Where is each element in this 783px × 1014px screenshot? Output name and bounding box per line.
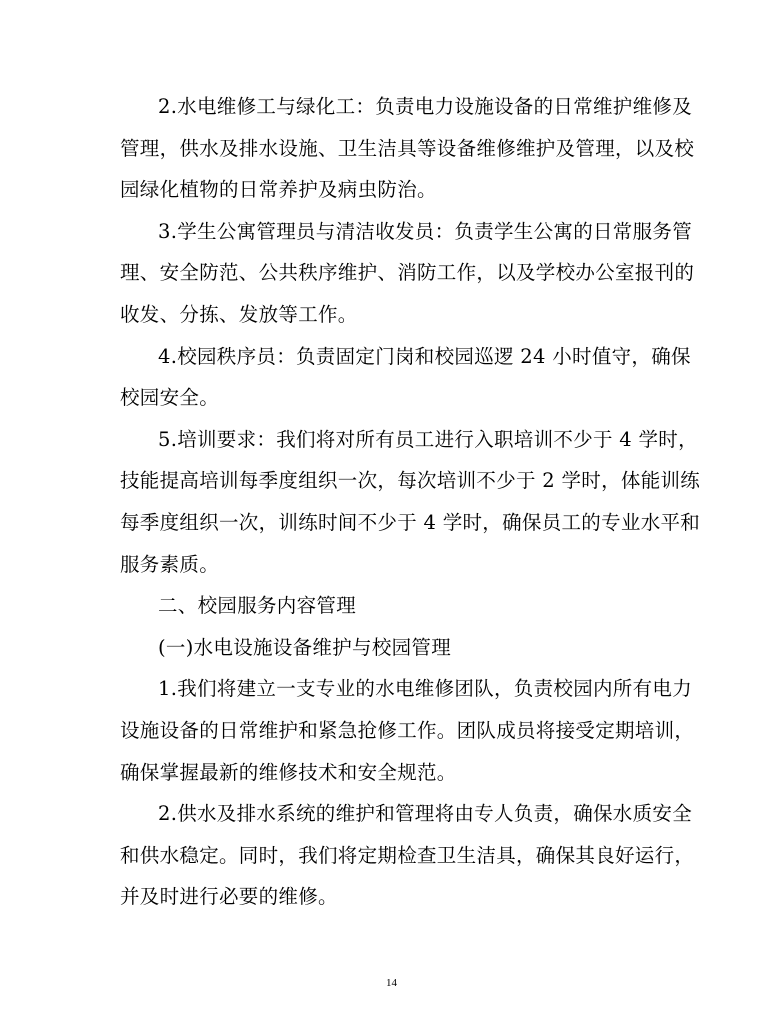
paragraph-line: 每季度组织一次，训练时间不少于 4 学时，确保员工的专业水平和	[120, 511, 701, 534]
paragraph-line: 和供水稳定。同时，我们将定期检查卫生洁具，确保其良好运行，	[120, 843, 695, 867]
paragraph-line: 校园安全。	[120, 386, 220, 410]
paragraph-line: 服务素质。	[120, 552, 220, 576]
paragraph-line: 收发、分拣、发放等工作。	[120, 303, 358, 326]
paragraph-first-line: 3.学生公寓管理员与清洁收发员：负责学生公寓的日常服务管	[158, 219, 693, 243]
paragraph-line: 确保掌握最新的维修技术和安全规范。	[120, 760, 457, 784]
paragraph-first-line: (一)水电设施设备维护与校园管理	[158, 635, 452, 659]
paragraph-line: 理、安全防范、公共秩序维护、消防工作，以及学校办公室报刊的	[120, 261, 695, 285]
paragraph-line: 并及时进行必要的维修。	[120, 885, 338, 909]
paragraph-line: 技能提高培训每季度组织一次，每次培训不少于 2 学时，体能训练	[120, 469, 701, 493]
paragraph-first-line: 4.校园秩序员：负责固定门岗和校园巡逻 24 小时值守，确保	[158, 344, 691, 368]
page-number: 14	[386, 977, 397, 989]
paragraph-line: 园绿化植物的日常养护及病虫防治。	[120, 178, 437, 202]
paragraph-first-line: 5.培训要求：我们将对所有员工进行入职培训不少于 4 学时，	[158, 427, 698, 451]
paragraph-first-line: 1.我们将建立一支专业的水电维修团队，负责校园内所有电力	[158, 677, 693, 701]
paragraph-first-line: 2.供水及排水系统的维护和管理将由专人负责，确保水质安全	[158, 802, 693, 826]
paragraph-line: 管理，供水及排水设施、卫生洁具等设备维修维护及管理，以及校	[120, 136, 695, 160]
paragraph-first-line: 2.水电维修工与绿化工：负责电力设施设备的日常维护维修及	[158, 95, 693, 118]
paragraph-line: 设施设备的日常维护和紧急抢修工作。团队成员将接受定期培训，	[120, 719, 695, 742]
paragraph-first-line: 二、校园服务内容管理	[158, 594, 357, 618]
